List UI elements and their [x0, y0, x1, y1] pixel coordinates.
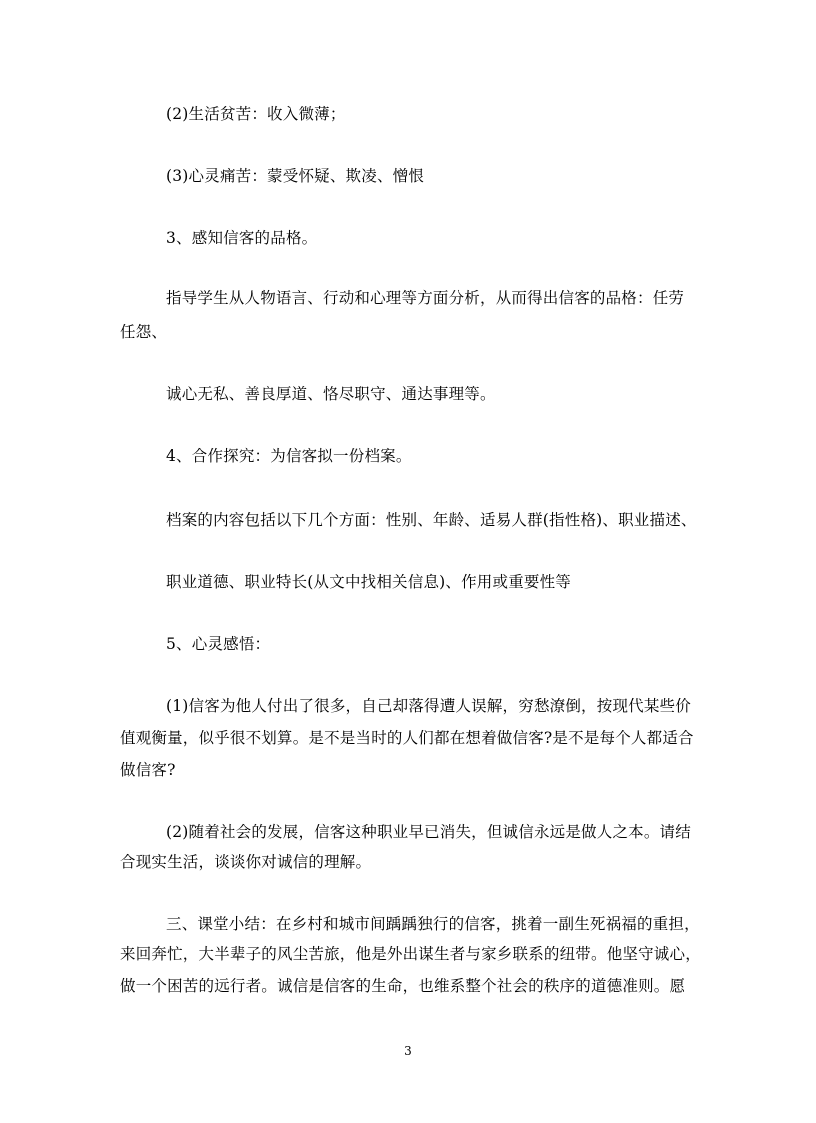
paragraph-line: (1)信客为他人付出了很多，自己却落得遭人误解，穷愁潦倒，按现代某些价	[166, 697, 691, 715]
paragraph-line: 指导学生从人物语言、行动和心理等方面分析，从而得出信客的品格：任劳	[166, 289, 685, 307]
paragraph-line: 诚心无私、善良厚道、恪尽职守、通达事理等。	[166, 385, 496, 403]
paragraph-line: 3、感知信客的品格。	[166, 229, 318, 247]
paragraph-line: 合现实生活，谈谈你对诚信的理解。	[120, 853, 372, 871]
paragraph-line: (3)心灵痛苦：蒙受怀疑、欺凌、憎恨	[166, 167, 425, 185]
paragraph-line: (2)生活贫苦：收入微薄；	[166, 105, 346, 123]
paragraph-line: 职业道德、职业特长(从文中找相关信息)、作用或重要性等	[166, 573, 571, 591]
paragraph-line: 任怨、	[120, 323, 168, 341]
paragraph-line: 档案的内容包括以下几个方面：性别、年龄、适易人群(指性格)、职业描述、	[166, 511, 697, 529]
paragraph-line: 值观衡量，似乎很不划算。是不是当时的人们都在想着做信客?是不是每个人都适合	[120, 729, 694, 747]
paragraph-line: 三、课堂小结：在乡村和城市间踽踽独行的信客，挑着一副生死祸福的重担，	[166, 915, 700, 933]
paragraph-line: 做一个困苦的远行者。诚信是信客的生命，也维系整个社会的秩序的道德准则。愿	[120, 977, 686, 995]
paragraph-line: (2)随着社会的发展，信客这种职业早已消失，但诚信永远是做人之本。请结	[166, 823, 691, 841]
paragraph-line: 4、合作探究：为信客拟一份档案。	[166, 447, 412, 465]
paragraph-line: 做信客?	[120, 761, 176, 779]
paragraph-line: 来回奔忙，大半辈子的风尘苦旅，他是外出谋生者与家乡联系的纽带。他坚守诚心，	[120, 945, 701, 963]
paragraph-line: 5、心灵感悟：	[166, 635, 271, 653]
page-number: 3	[404, 1044, 412, 1058]
